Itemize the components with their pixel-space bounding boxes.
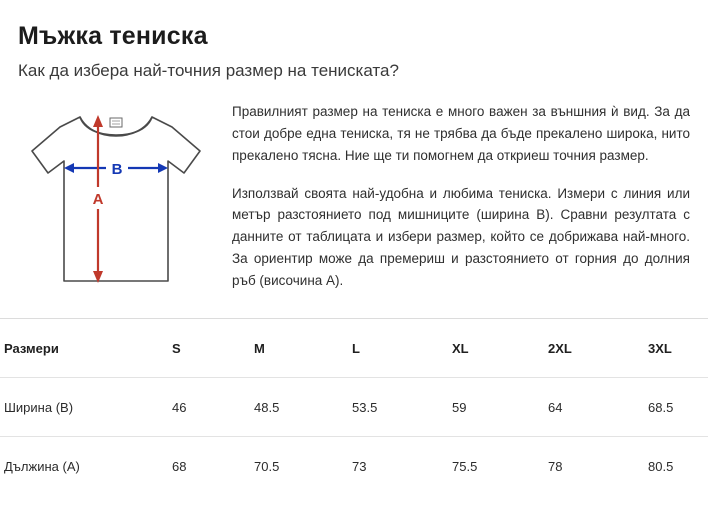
figure-column [18, 95, 218, 295]
table-row [0, 378, 708, 437]
header-cell-m: M [250, 319, 348, 378]
description-paragraph-1: Правилният размер на тениска е много важен за външния ѝ вид. За да стои добре една тениска, тя не трябва да бъде прекалено широка, нито прекалено тясна. Ние ще ти помогнем да откриеш точния размер. [232, 104, 690, 163]
page-title: Мъжка тениска [18, 22, 208, 50]
cell-width-s: 46 [168, 378, 250, 437]
table-row [0, 437, 708, 496]
table-header-row [0, 319, 708, 378]
cell-width-xl: 59 [448, 378, 544, 437]
header-cell-xl: XL [448, 319, 544, 378]
size-table-section [0, 318, 708, 529]
row-label-length: Дължина (A) [4, 458, 80, 474]
content-row [0, 81, 708, 295]
header-cell-3xl: 3XL [644, 319, 708, 378]
header-cell-2xl: 2XL [544, 319, 644, 378]
cell-length-s: 68 [172, 458, 187, 474]
row-label-width: Ширина (B) [0, 378, 168, 437]
cell-length-2xl: 78 [548, 458, 563, 474]
cell-width-2xl: 64 [544, 378, 644, 437]
size-table-head [0, 319, 708, 378]
size-table-body [0, 378, 708, 496]
cell-length-l: 73 [352, 458, 367, 474]
figure-label-width: B [111, 161, 123, 178]
cell-length-m: 70.5 [254, 458, 280, 474]
page-subtitle: Как да избера най-точния размер на тениската? [18, 61, 399, 80]
figure-label-height: A [92, 191, 104, 208]
header-block [0, 0, 708, 81]
cell-length-xl: 75.5 [452, 458, 478, 474]
cell-width-3xl: 68.5 [644, 378, 708, 437]
cell-width-m: 48.5 [250, 378, 348, 437]
description-paragraph-2: Използвай своята най-удобна и любима тениска. Измери с линия или метър разстоянието под мишниците (ширина B). Сравни резултата с данните от таблицата и избери размер, който се добрижава най-много. За ориентир може да премериш и разстоянието от горния до долния ръб (височина A). [232, 185, 690, 289]
size-table [0, 319, 708, 495]
description-column [218, 95, 690, 292]
tshirt-icon [18, 99, 214, 295]
cell-width-l: 53.5 [348, 378, 448, 437]
cell-length-3xl: 80.5 [648, 458, 674, 474]
header-cell-label: Размери [0, 319, 168, 378]
header-cell-s: S [168, 319, 250, 378]
tshirt-diagram [18, 99, 214, 295]
header-cell-l: L [348, 319, 448, 378]
